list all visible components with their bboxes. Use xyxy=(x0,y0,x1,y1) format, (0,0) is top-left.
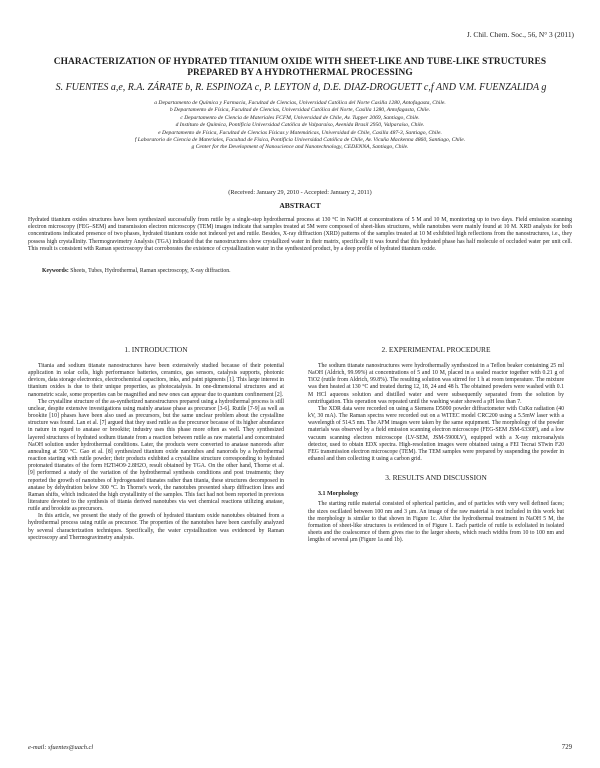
abstract-text: Hydrated titanium oxides structures have been synthesized successfully from rutile by a single-step hydrothermal process at 130 °C in NaOH at concentrations of 5 M and 10 M, monitoring up to two days. Field emission scanning electron microscopy (FEG–SEM) and transmission electron microscopy (TEM) images indicate that samples treated at 5M were composed of sheet-likes structures, while nanotubes were mainly found at 10 M. XRD analysis for both concentrations indicated presence of two phases, hydrated titanium oxide not indexed yet and rutile. Besides, X-ray diffraction (XRD) patterns of the samples treated at 10 M exhibited high reflections from the nanostructures, i.e., they possess high crystallinity. Thermogravimetry Analysis (TGA) indicated that the nanostructures show crystallized water in their matrix, specifically it was found that this hydrated phase has half molecule of occluded water per unit cell. This result is consistent with Raman spectroscopy that corroborates the existence of crystallization water in the synthesized product, by a deep profile of hydrated titanium oxide. xyxy=(28,217,572,252)
right-column xyxy=(308,345,564,544)
abstract-heading: ABSTRACT xyxy=(279,201,321,210)
received-dates: (Received: January 29, 2010 - Accepted: January 2, 2011) xyxy=(228,189,372,196)
introduction-heading: 1. INTRODUCTION xyxy=(124,345,188,354)
page-number: 729 xyxy=(561,744,572,751)
affiliation-b: b Departamento de Física, Facultad de Ciencias, Universidad Católica del Norte, Casilla 1280, Antofagasta, Chile. xyxy=(169,107,431,114)
affiliation-d: d Instituto de Química, Pontificia Universidad Católica de Valparaíso, Avenida Brasil 2950, Valparaíso, Chile. xyxy=(175,122,425,129)
affiliation-g: g Center for the Development of Nanoscience and Nanotechnology, CEDENNA, Santiago, Chile. xyxy=(191,144,409,151)
experimental-paragraph: The XDR data were recorded on using a Siemens D5000 powder diffractometer with CuKα radiation (40 kV, 30 mA). The Raman spectra were recorded out on a WITEC model CRC200 using a 5.5mW laser with a wavelength of 514.5 nm. The AFM images were taken by the same equipment. The morphology of the powder materials was observed by a field emission scanning electron microscope (FEG-SEM JSM-6330F), and a low vacuum scanning electron microscope (LV-SEM, JSM-5900LV), equipped with a X-ray microanalysis detector, used to obtain EDX spectra. High-resolution images were obtained using a FEI Tecnai STwin F20 FEG transmission electron microscope (TEM). The TEM samples were prepared by suspending the powder in ethanol and then collecting it using a carbon grid. xyxy=(308,405,564,463)
corresponding-email: e-mail: sfuentes@uach.cl xyxy=(28,744,94,751)
keywords-label: Keywords: xyxy=(42,268,69,274)
affiliations xyxy=(40,100,560,152)
affiliation-f: f Laboratorio de Ciencia de Materiales, Facultad de Física, Pontificia Universidad Católica de Chile, Av. Vicuña Mackenna 4860, Santiago, Chile. xyxy=(134,137,466,144)
author-list: S. FUENTES a,e, R.A. ZÁRATE b, R. ESPINOZA c, P. LEYTON d, D.E. DIAZ-DROGUETT c,f AND V.M. FUENZALIDA g xyxy=(55,82,547,93)
morphology-paragraph: The starting rutile material consisted of spherical particles, and of particles with very well defined faces; the sizes oscillated between 100 nm and 3 μm. An image of the raw material is not included in this work but the morphology is similar to that shown in Figure 1c. After the hydrothermal treatment in NaOH 5 M, the formation of sheet-like structures is evidenced in of Figure 1. Each particle of rutile is exfoliated in isolated sheets and the coalescence of them gives rise to the larger sheets, which reach widths from 10 to 100 nm and lengths of several μm (Figure 1a and 1b). xyxy=(308,501,564,544)
experimental-paragraph: The sodium titanate nanostructures were hydrothermally synthesized in a Teflon beaker containing 25 ml NaOH (Aldrich, 99.99%) at concentrations of 5 and 10 M, placed in a sealed reactor together with 0.21 g of TiO2 (rutile from Aldrich, 99.8%). The resulting solution was stirred for 1 h at room temperature. The mixture was then heated at 130 °C and treated during 12, 18, 24 and 48 h. The obtained powders were washed with 0.1 M HCl aqueous solution and distilled water and were subsequently separated from the solution by centrifugation. This operation was repeated until the washing water showed a pH less than 7. xyxy=(308,363,564,405)
intro-paragraph: The crystalline structure of the as-synthetized nanostructures prepared using a hydrothermal process is still unclear, despite extensive investigations using mainly anatase phase as precursor [3-6]. Rutile [7-9] as well as brookite [10] phases have been also used as precursors, but the same unclear problem about the crystalline structure was found. Lan et al. [7] argued that they used rutile as the precursor because of its higher abundance in nature in regard to anatase or brookite; industry uses this phase more often as well. They synthesized layered structures of hydrated sodium titanate from a reaction between rutile as raw material and concentrated NaOH solution under hydrothermal conditions. Later, the products were converted to anatase nanorods after annealing at 500 °C. Gao et al. [8] synthesized titanium oxide nanotubes and nanorods by a hydrothermal reaction starting with rutile powder; their products exhibited a crystalline structure corresponding to hydrated protonated titanates of the form H2Ti4O9·2.8H2O, result obtained by TGA. On the other hand, Thorne et al. [9] performed a study of the variation of the hydrothermal synthesis conditions and post treatments; they reported the growth of nanotubes of hydrogenated titanates rather than titania, these structures decomposed in anatase by dehydration below 300 °C. In Thorne's work, the nanotubes presented sharp diffraction lines and Raman shifts, which indicated the high crystallinity of the samples. This fact had not been reported in previous literature devoted to the synthesis of titania derived nanotubes via wet chemical reactions utilizing anatase, rutile and brookite as precursors. xyxy=(28,398,284,513)
results-heading: 3. RESULTS AND DISCUSSION xyxy=(385,473,487,483)
intro-paragraph: Titania and sodium titanate nanostructures have been extensively studied because of their potential application in solar cells, high performance batteries, ceramics, gas sensors, catalysis supports, photonic devices, data storage electronics, electrochemical capacitors, inks, and paint pigments [1]. This large interest in titanium oxides is due to their unique properties, as photocatalysis. In one-dimensional structures and at nanometric scale, some properties can be magnified and new ones can appear due to quantum confinement [2]. xyxy=(28,363,284,398)
affiliation-c: c Departamento de Ciencia de Materiales FCFM, Universidad de Chile, Av. Tupper 2069, Santiago, Chile. xyxy=(180,114,420,121)
left-column xyxy=(28,345,284,542)
keywords xyxy=(42,268,572,274)
affiliation-a: a Departamento de Química y Farmacia, Facultad de Ciencias, Universidad Católica del Norte Casilla 1280, Antofagasta, Chile. xyxy=(154,100,446,106)
affiliation-e: e Departamento de Física, Facultad de Ciencias Físicas y Matemáticas, Universidad de Chile, Casilla 487-3, Santiago, Chile. xyxy=(158,129,442,136)
journal-header: J. Chil. Chem. Soc., 56, N° 3 (2011) xyxy=(466,30,574,39)
paper-title: CHARACTERIZATION OF HYDRATED TITANIUM OXIDE WITH SHEET-LIKE AND TUBE-LIKE STRUCTURES PREPARED BY A HYDROTHERMAL PROCESSING xyxy=(53,57,547,78)
morphology-subheading: 3.1 Morphology xyxy=(318,491,359,498)
intro-paragraph: In this article, we present the study of the growth of hydrated titanium oxide nanotubes obtained from a hydrothermal process using rutile as precursor. The properties of the nanotubes have been carefully analyzed by several characterization techniques. Specifically, the water crystallization was evidenced by Raman spectroscopy and Thermogravimetry analysis. xyxy=(28,513,284,541)
experimental-heading: 2. EXPERIMENTAL PROCEDURE xyxy=(381,345,491,354)
keywords-text: Sheets, Tubes, Hydrothermal, Raman spectroscopy, X-ray diffraction. xyxy=(70,268,231,274)
